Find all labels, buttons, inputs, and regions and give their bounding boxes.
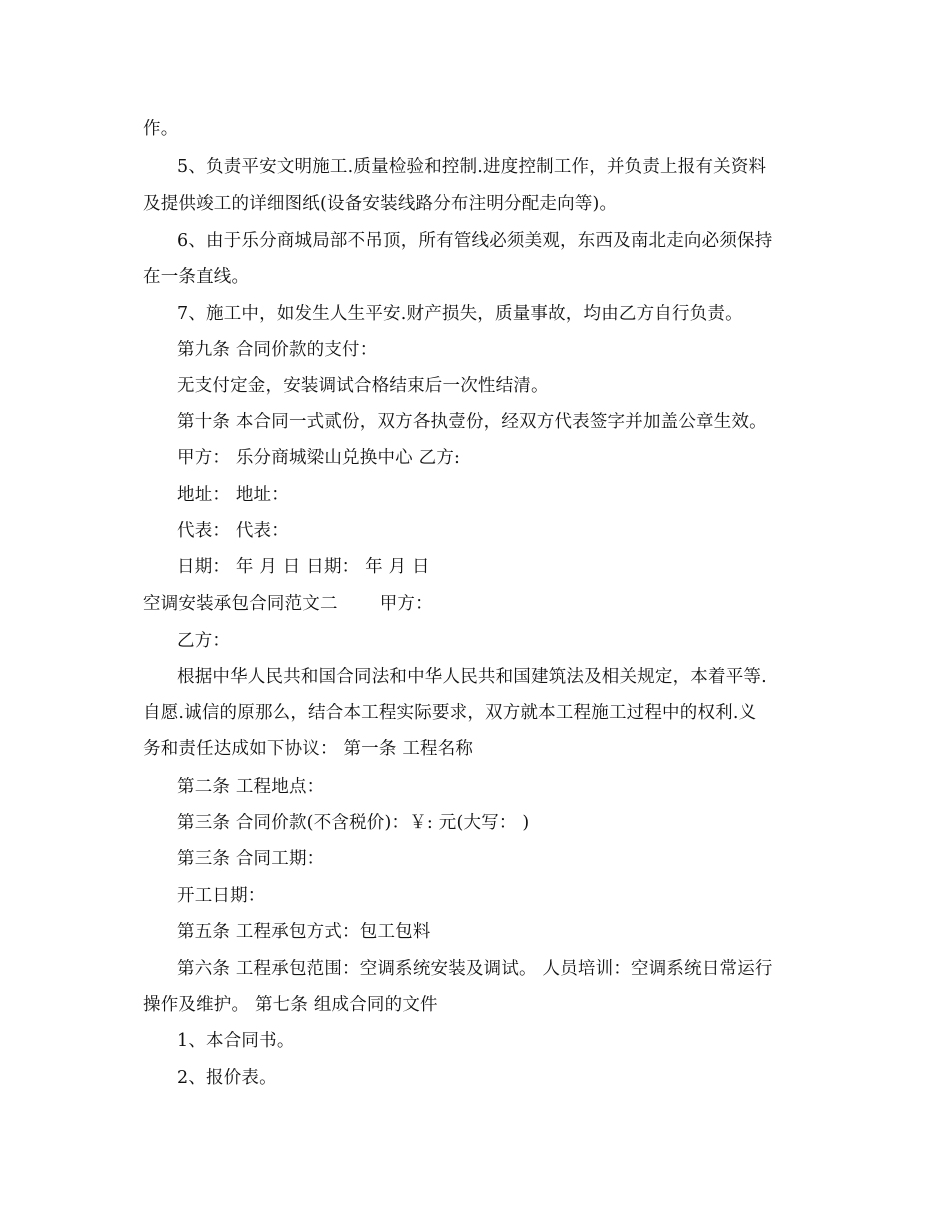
party-a-label: 甲方： <box>379 594 433 614</box>
party-b-label: 乙方： <box>177 631 231 651</box>
contract-title: 空调安装承包合同范文二 <box>143 594 338 614</box>
signature-representative-line: 代表： 代表： <box>177 521 289 541</box>
text-line: 在一条直线。 <box>143 267 250 287</box>
section-heading: 第三条 合同工期： <box>177 849 325 869</box>
text-line: 作。 <box>143 119 179 139</box>
text-line: 5、负责平安文明施工.质量检验和控制.进度控制工作，并负责上报有关资料 <box>177 157 767 177</box>
contract-title-line <box>143 592 433 616</box>
text-line: 务和责任达成如下协议： 第一条 工程名称 <box>143 739 474 759</box>
section-heading: 第二条 工程地点： <box>177 777 325 797</box>
text-line: 7、施工中，如发生人生平安.财产损失，质量事故，均由乙方自行负责。 <box>177 304 743 324</box>
signature-date-line: 日期： 年 月 日 日期： 年 月 日 <box>177 557 430 577</box>
text-line: 无支付定金，安装调试合格结束后一次性结清。 <box>177 376 549 396</box>
list-item: 1、本合同书。 <box>177 1031 295 1051</box>
text-line: 及提供竣工的详细图纸(设备安装线路分布注明分配走向等)。 <box>143 194 618 214</box>
text-line: 根据中华人民共和国合同法和中华人民共和国建筑法及相关规定，本着平等. <box>177 667 767 687</box>
text-line: 操作及维护。 第七条 组成合同的文件 <box>143 995 438 1015</box>
section-heading: 第十条 本合同一式贰份，双方各执壹份，经双方代表签字并加盖公章生效。 <box>177 412 767 432</box>
text-line: 6、由于乐分商城局部不吊顶，所有管线必须美观，东西及南北走向必须保持 <box>177 231 773 251</box>
section-heading: 第五条 工程承包方式：包工包料 <box>177 922 431 942</box>
signature-address-line: 地址： 地址： <box>177 485 289 505</box>
section-heading: 第九条 合同价款的支付： <box>177 340 378 360</box>
list-item: 2、报价表。 <box>177 1068 277 1088</box>
text-line: 自愿.诚信的原那么，结合本工程实际要求，双方就本工程施工过程中的权利.义 <box>143 703 757 723</box>
text-line: 开工日期： <box>177 886 266 906</box>
section-heading: 第三条 合同价款(不含税价)：￥: 元(大写： ) <box>177 813 530 833</box>
section-heading: 第六条 工程承包范围：空调系统安装及调试。 人员培训：空调系统日常运行 <box>177 959 773 979</box>
signature-party-line: 甲方： 乐分商城梁山兑换中心 乙方: <box>177 448 461 468</box>
